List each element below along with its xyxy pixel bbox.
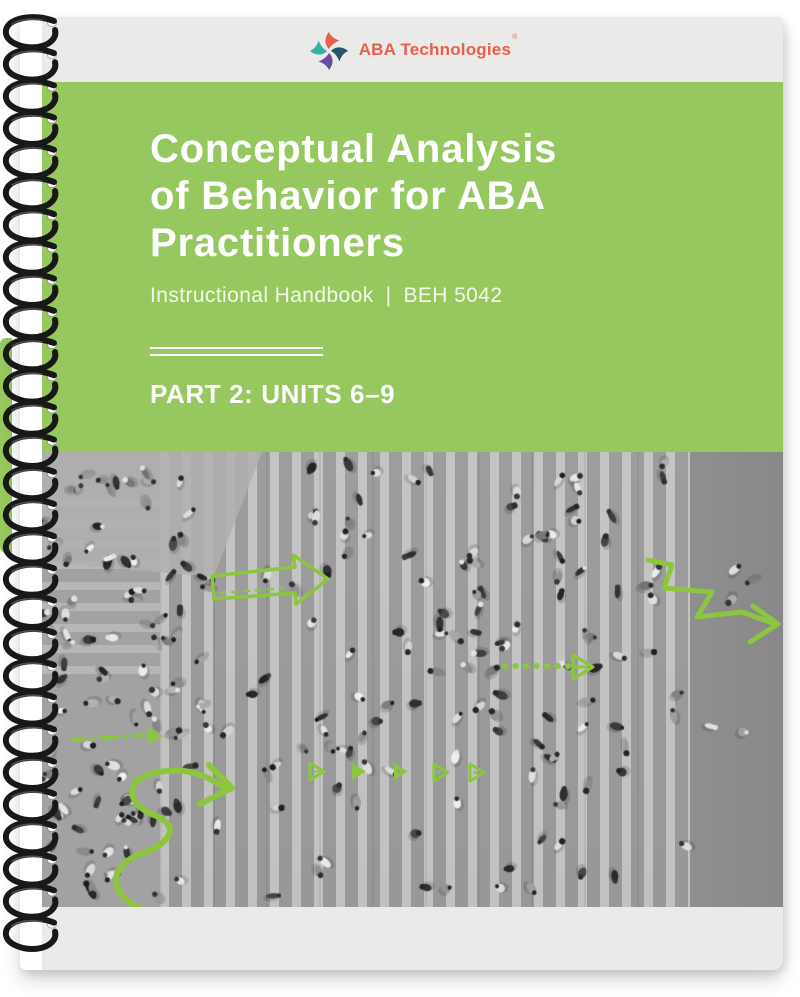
top-band [42, 17, 783, 82]
book-cover-page [20, 17, 783, 970]
logo-pinwheel-icon [308, 29, 350, 71]
part-label: PART 2: UNITS 6–9 [150, 379, 396, 409]
registered-mark: ® [512, 33, 518, 41]
title-divider [150, 347, 323, 356]
cover-title-line: Practitioners [150, 221, 405, 265]
brand-logo [308, 29, 518, 71]
cover-title [150, 126, 783, 267]
bottom-band [42, 907, 783, 970]
cover-title-line: of Behavior for ABA [150, 174, 546, 218]
green-title-panel [42, 82, 783, 452]
crosswalk-photo [42, 452, 783, 907]
subtitle-text: Instructional Handbook [150, 284, 374, 307]
cover-design [42, 17, 783, 970]
back-cover-sliver [0, 338, 12, 553]
cover-subtitle [150, 284, 783, 308]
subtitle-separator: | [385, 284, 392, 307]
cover-title-line: Conceptual Analysis [150, 127, 558, 171]
photo-pedestrians-canvas [42, 452, 783, 907]
brand-name: ABA Technologies [358, 39, 512, 59]
course-code: BEH 5042 [403, 284, 503, 307]
